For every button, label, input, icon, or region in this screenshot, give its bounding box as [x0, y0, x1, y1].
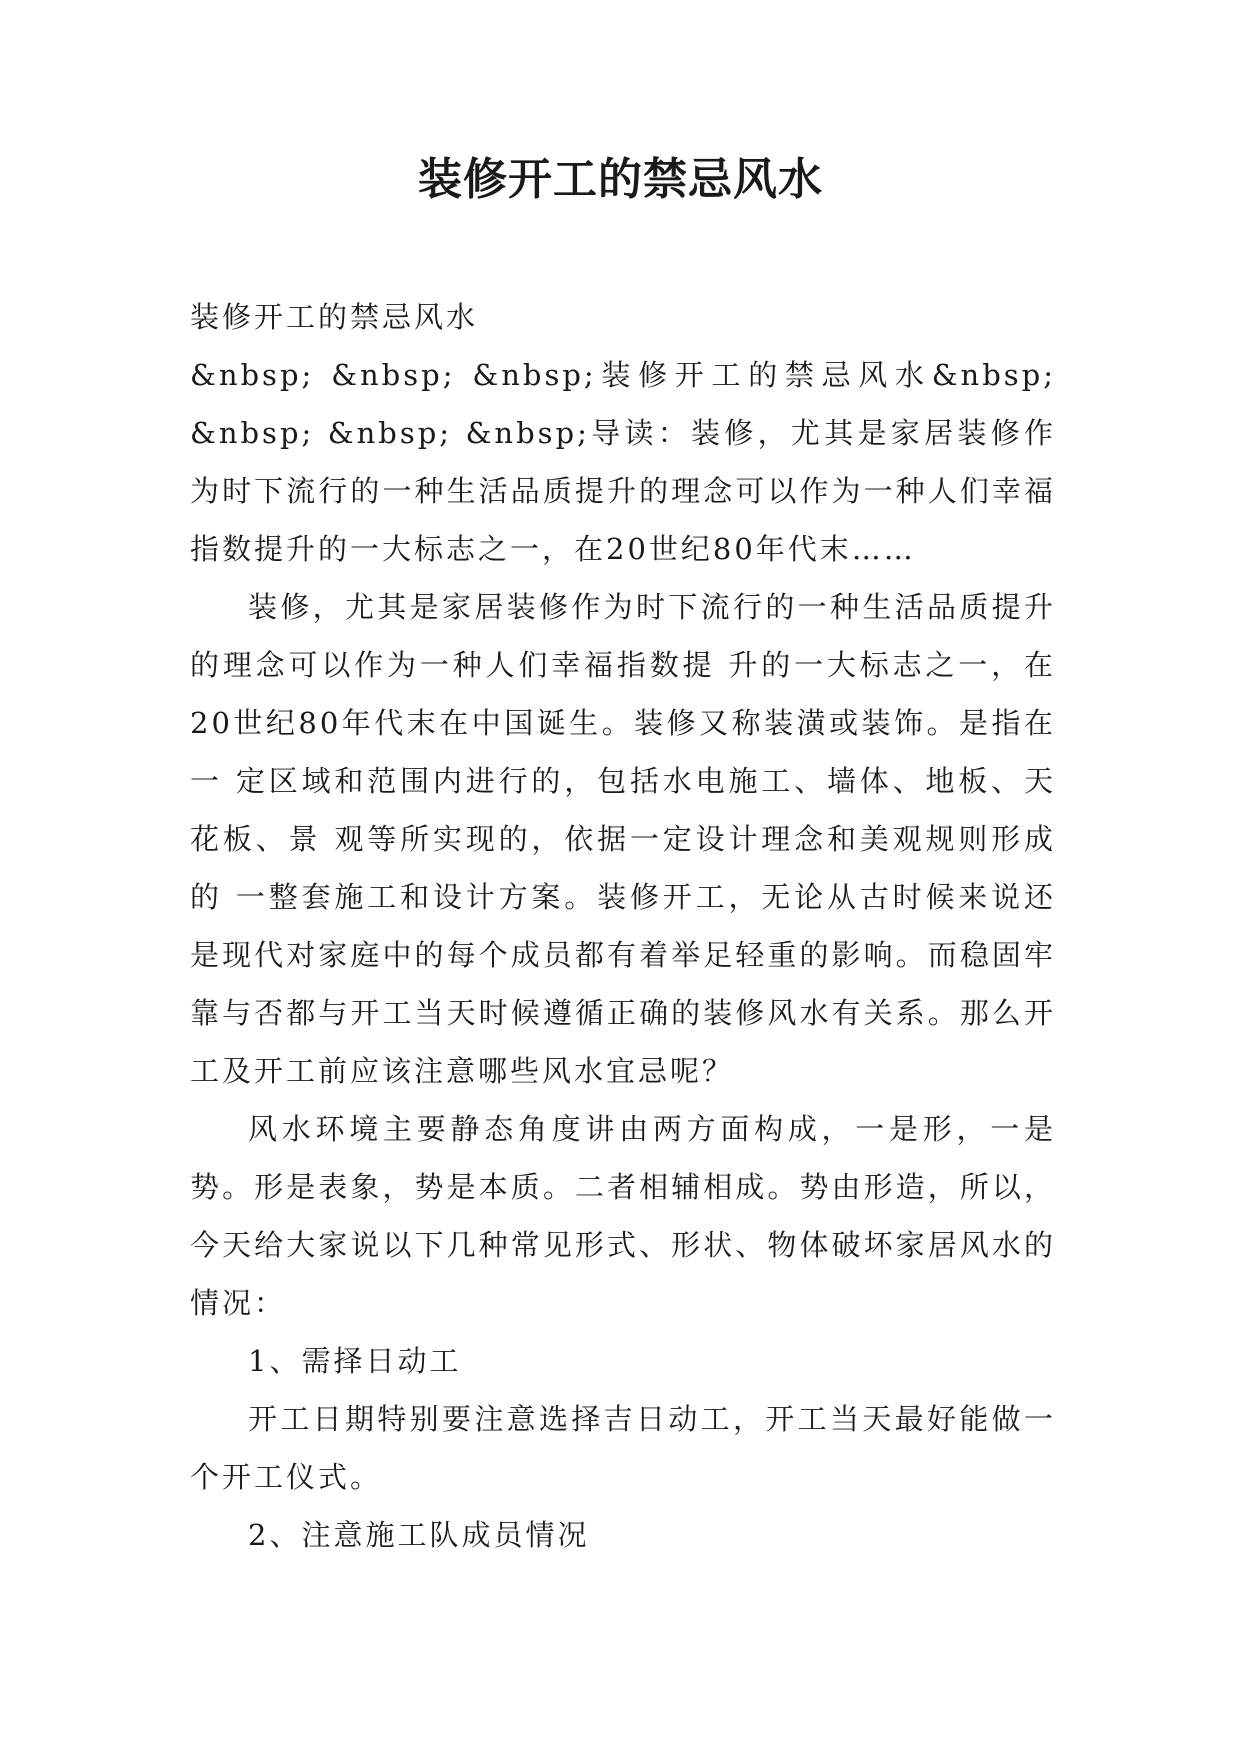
paragraph-5: 开工日期特别要注意选择吉日动工，开工当天最好能做一个开工仪式。: [190, 1402, 1056, 1494]
paragraph-3: 装修，尤其是家居装修作为时下流行的一种生活品质提升的理念可以作为一种人们幸福指数提 升的一大标志之一，在20世纪80年代末在中国诞生。装修又称装潢或装饰。是指在一 定区域和范围内进行的，包括水电施工、墙体、地板、天花板、景 观等所实现的，依据一定设计理念和美观规则形成的 一整套施工和设计方案。装修开工，无论从古时候来说还是现代对家庭中的每个成员都有着举足轻重的影响。而稳固牢靠与否都与开工当天时候遵循正确的装修风水有关系。那么开工及开工前应该注意哪些风水宜忌呢？: [190, 590, 1056, 1088]
document-title: 装修开工的禁忌风水: [418, 154, 823, 205]
paragraph-1: 装修开工的禁忌风水: [190, 300, 479, 334]
document-body: [190, 288, 1056, 1564]
paragraph-2: &nbsp; &nbsp; &nbsp;装修开工的禁忌风水&nbsp; &nbsp; &nbsp; &nbsp;导读：装修，尤其是家居装修作为时下流行的一种生活品质提升的理念可以作为一种人们幸福指数提升的一大标志之一，在20世纪80年代末……: [190, 358, 1056, 566]
section-heading-2: 2、注意施工队成员情况: [248, 1518, 590, 1552]
paragraph-4: 风水环境主要静态角度讲由两方面构成，一是形，一是势。形是表象，势是本质。二者相辅相成。势由形造，所以，今天给大家说以下几种常见形式、形状、物体破坏家居风水的情况：: [190, 1112, 1056, 1320]
section-heading-1: 1、需择日动工: [248, 1344, 462, 1378]
